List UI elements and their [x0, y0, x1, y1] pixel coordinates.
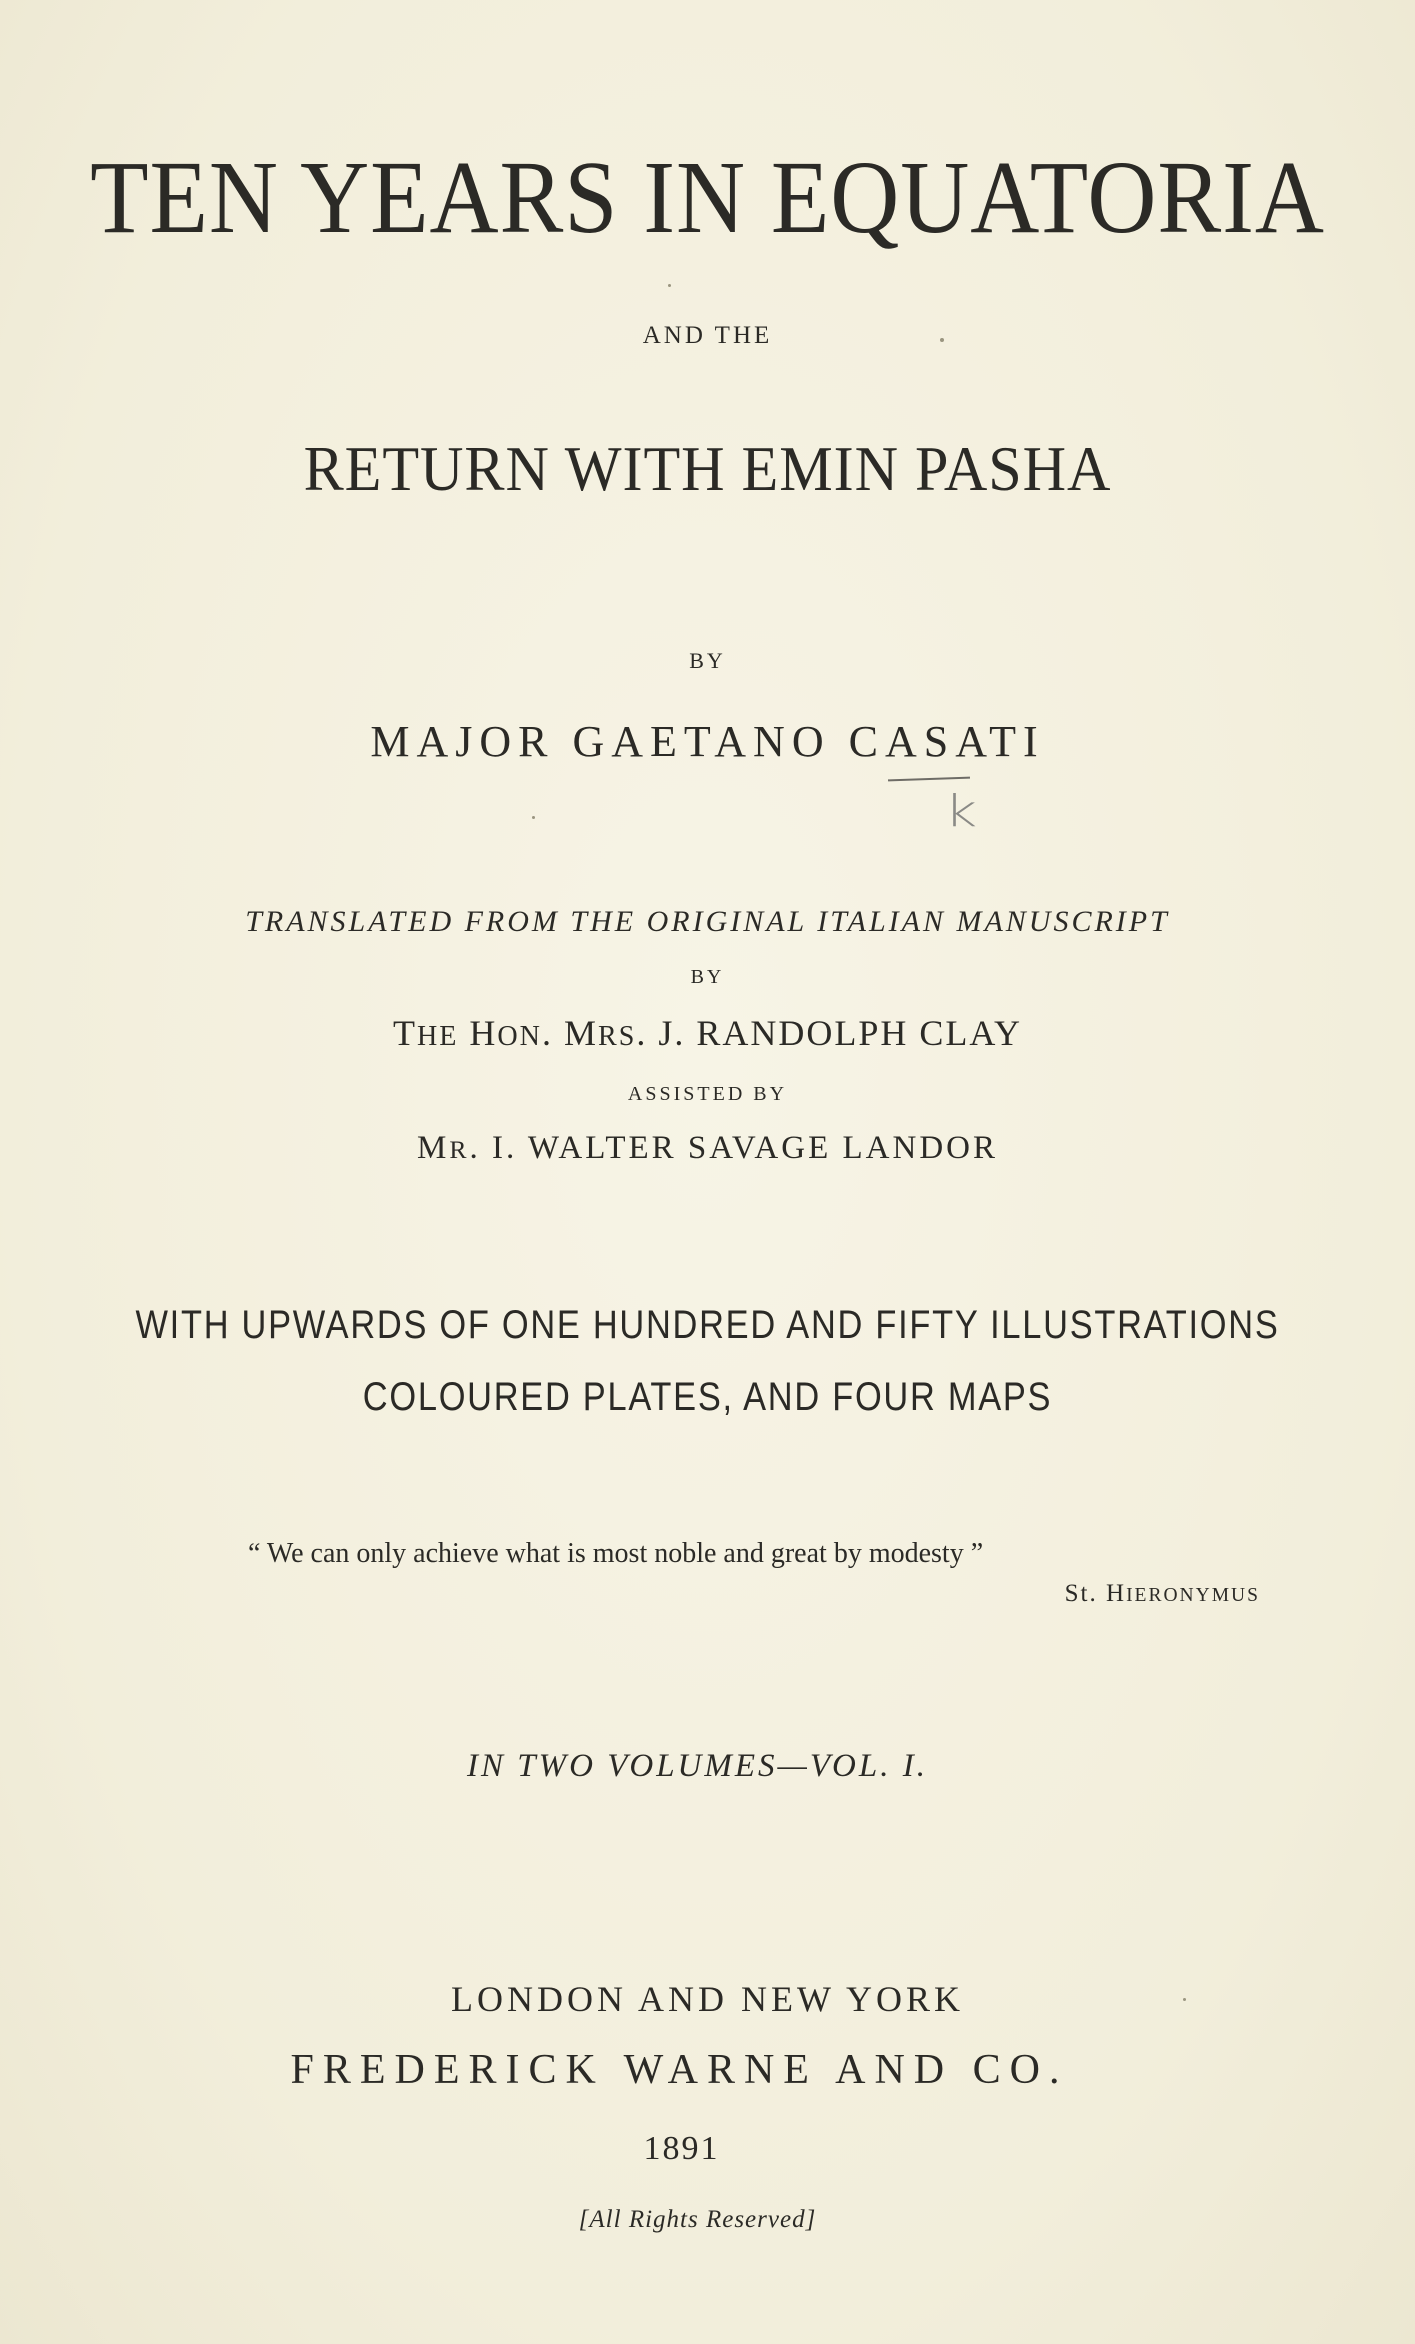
book-title: TEN YEARS IN EQUATORIA: [90, 140, 1325, 255]
volume-info: IN TWO VOLUMES—VOL. I.: [467, 1748, 928, 1784]
paper-speck: [940, 338, 944, 342]
publisher-name: FREDERICK WARNE AND CO.: [290, 2047, 1069, 2093]
and-the-connector: AND THE: [642, 322, 773, 349]
by-label-translator: BY: [690, 966, 725, 988]
publication-place: LONDON AND NEW YORK: [451, 1979, 964, 2019]
illustrations-line-2: COLOURED PLATES, AND FOUR MAPS: [362, 1375, 1053, 1419]
epigraph-quote: “ We can only achieve what is most noble and great by modesty ”: [248, 1538, 984, 1569]
pencil-underline: [888, 777, 970, 782]
book-subtitle: RETURN WITH EMIN PASHA: [303, 433, 1112, 504]
epigraph-attribution: St. HIERONYMUS: [1064, 1580, 1260, 1607]
illustrations-line-1: WITH UPWARDS OF ONE HUNDRED AND FIFTY ILLUSTRATIONS: [135, 1303, 1280, 1347]
assistant-name: MR. I. WALTER SAVAGE LANDOR: [416, 1130, 998, 1166]
by-label: BY: [689, 648, 726, 673]
paper-speck: [1183, 1998, 1186, 2001]
handwritten-mark: k: [944, 786, 978, 837]
translator-name: THE HON. MRS. J. RANDOLPH CLAY: [392, 1013, 1023, 1053]
paper-speck: [668, 284, 671, 287]
publication-year: 1891: [643, 2130, 720, 2167]
paper-speck: [532, 816, 535, 819]
rights-notice: [All Rights Reserved]: [578, 2206, 817, 2233]
assisted-by-label: ASSISTED BY: [627, 1083, 788, 1105]
translated-line: TRANSLATED FROM THE ORIGINAL ITALIAN MANUSCRIPT: [245, 905, 1170, 938]
author-name: MAJOR GAETANO CASATI: [370, 717, 1045, 766]
